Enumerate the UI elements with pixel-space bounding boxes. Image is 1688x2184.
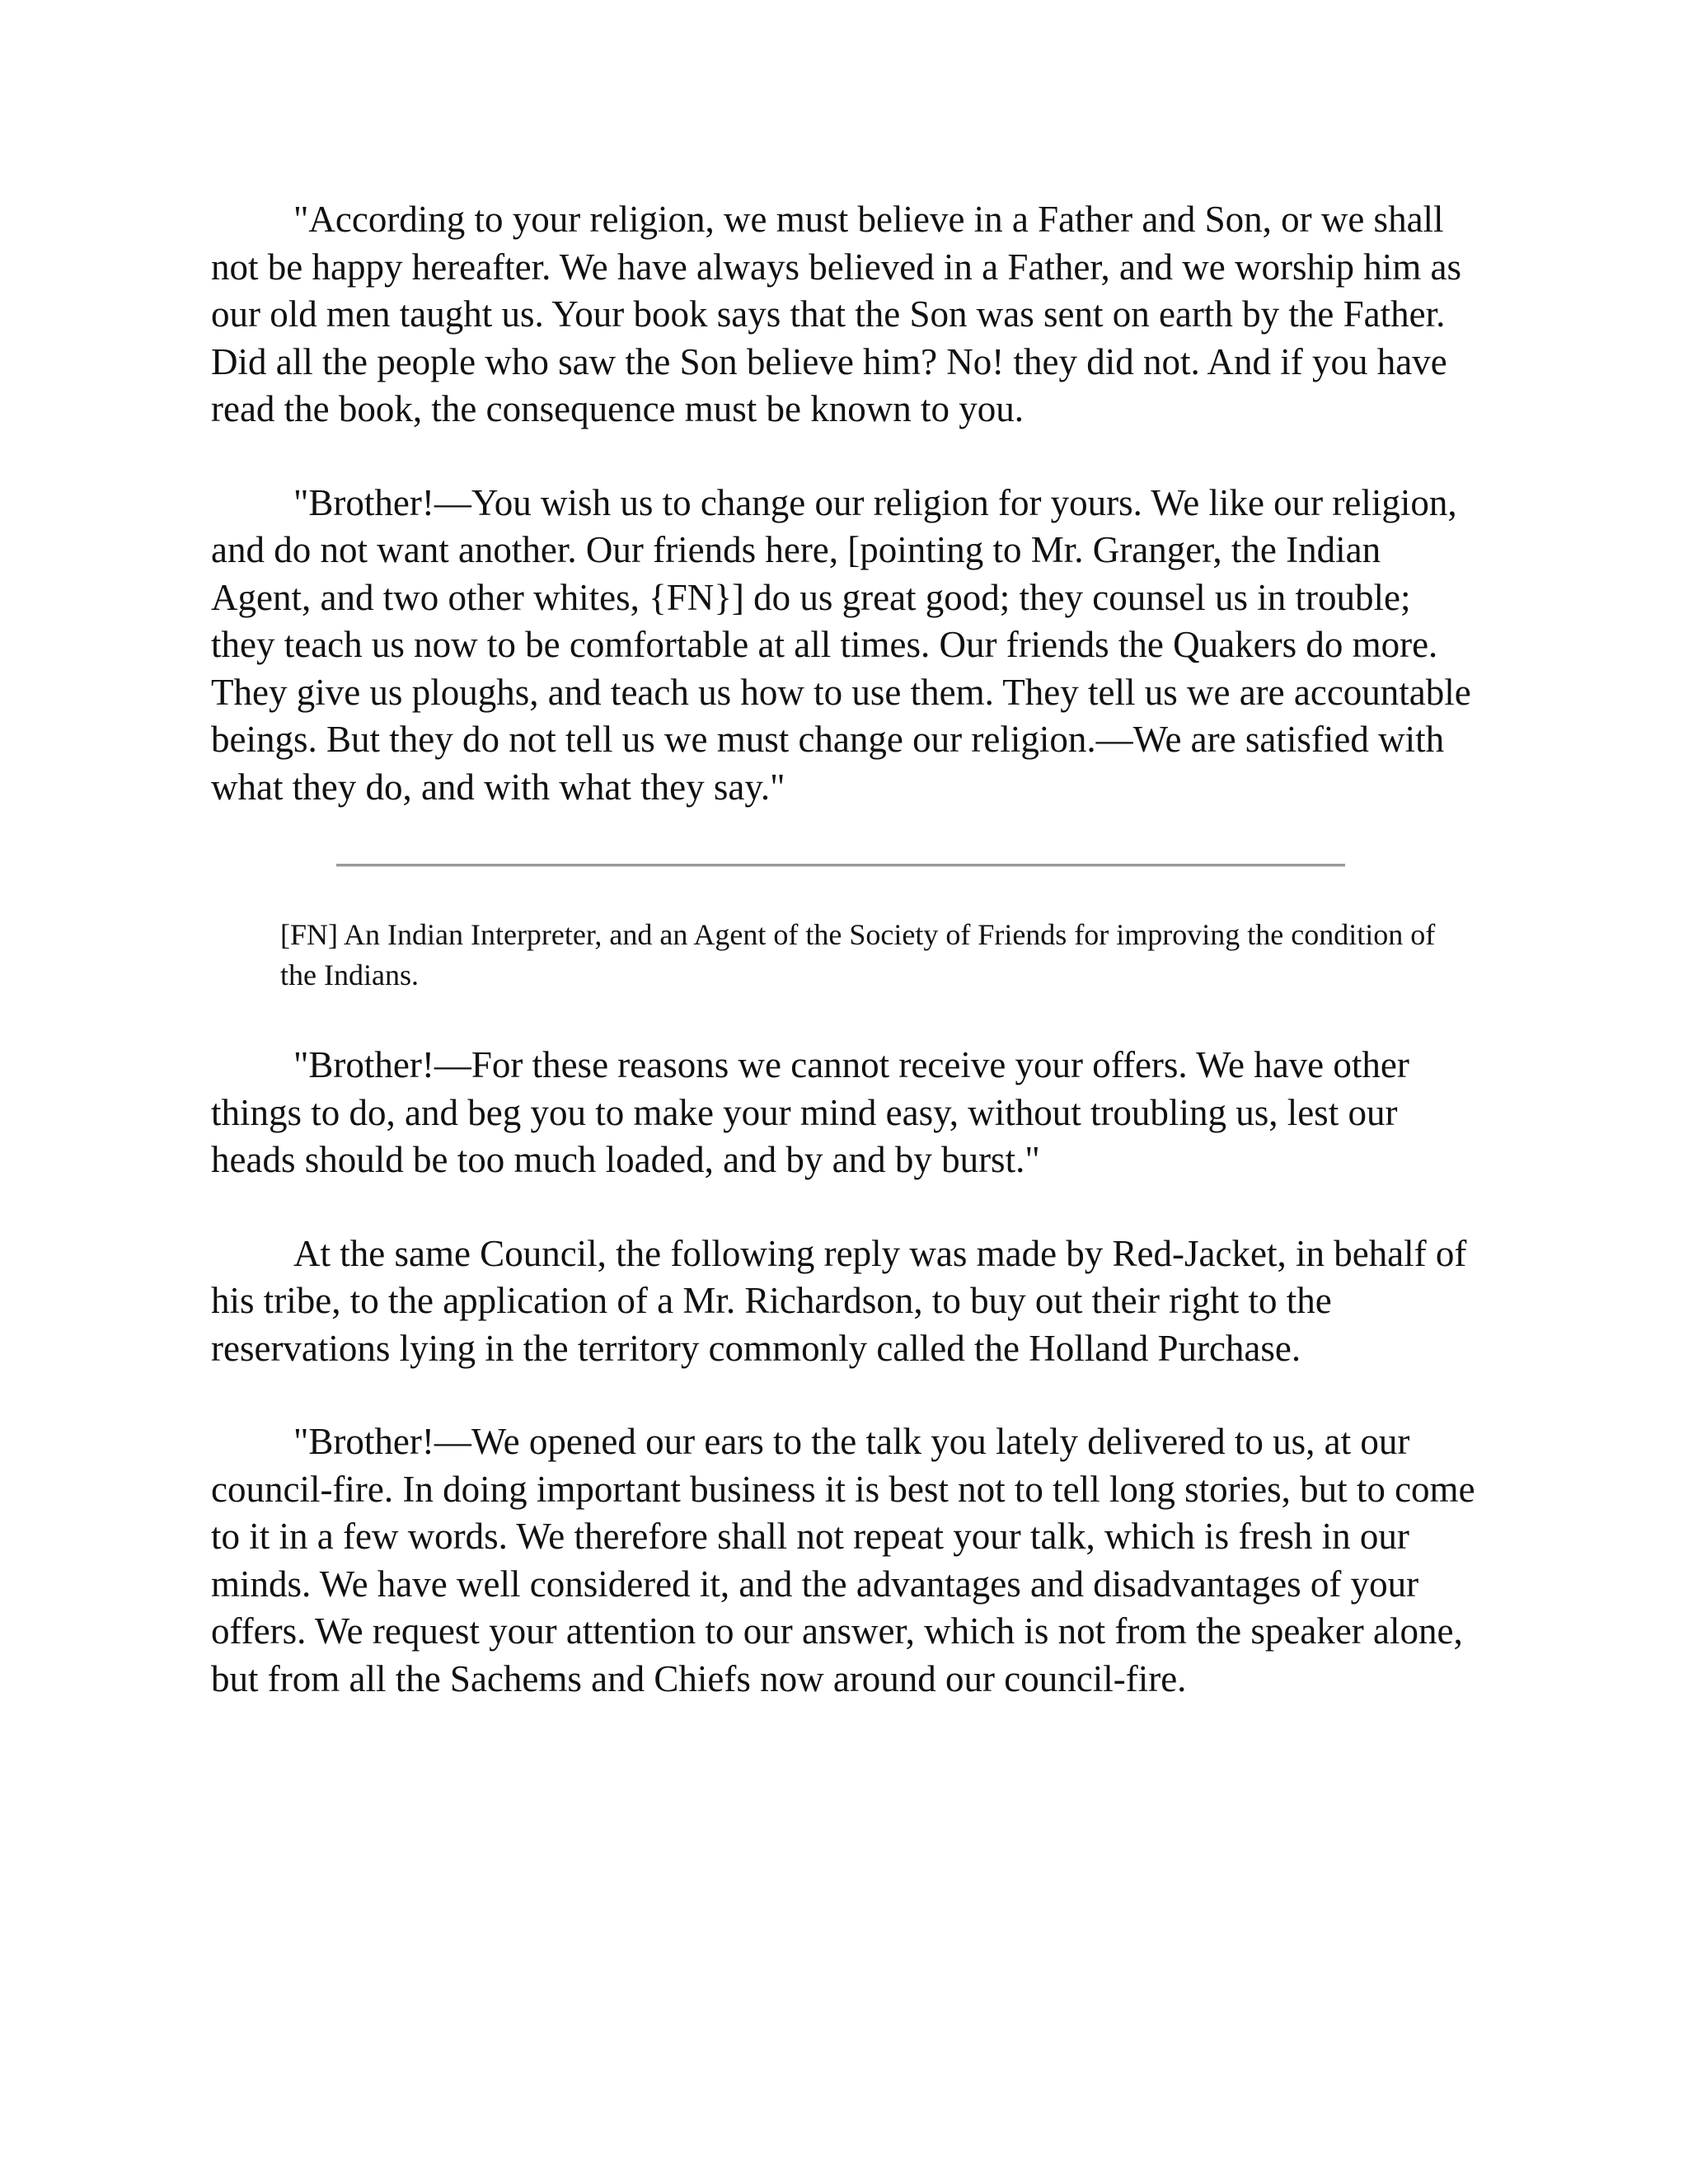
- paragraph-same-council: At the same Council, the following reply was made by Red-Jacket, in behalf of his tribe, to the application of a Mr. Richardson, to buy out their right to the reservations lying in the territory commonly called the Holland Purchase.: [211, 1232, 1467, 1369]
- footnote-separator: [336, 864, 1345, 867]
- footnote-text: [FN] An Indian Interpreter, and an Agent of the Society of Friends for improving the condition of the Indians.: [280, 918, 1436, 991]
- text-column: [211, 196, 1480, 1749]
- paragraph-opened-our-ears: "Brother!—We opened our ears to the talk you lately delivered to us, at our council-fire. In doing important business it is best not to tell long stories, but to come to it in a few words. We therefore shall not repeat your talk, which is fresh in our minds. We have well considered it, and the advantages and disadvantages of your offers. We request your attention to our answer, which is not from the speaker alone, but from all the Sachems and Chiefs now around our council-fire.: [211, 1421, 1475, 1699]
- paragraph-cannot-receive-offers: "Brother!—For these reasons we cannot receive your offers. We have other things to do, and beg you to make your mind easy, without troubling us, lest our heads should be too much loaded, and by and by burst.": [211, 1044, 1409, 1180]
- paragraph-change-religion: "Brother!—You wish us to change our religion for yours. We like our religion, and do not want another. Our friends here, [pointing to Mr. Granger, the Indian Agent, and two other whites, {FN}] do us great good; they counsel us in trouble; they teach us now to be comfortable at all times. Our friends the Quakers do more. They give us ploughs, and teach us how to use them. They tell us we are accountable beings. But they do not tell us we must change our religion.—We are satisfied with what they do, and with what they say.": [211, 481, 1471, 808]
- footnote-separator-wrap: [211, 857, 1480, 915]
- paragraph-religion-father-son: "According to your religion, we must believe in a Father and Son, or we shall not be happy hereafter. We have always believed in a Father, and we worship him as our old men taught us. Your book says that the Son was sent on earth by the Father. Did all the people who saw the Son believe him? No! they did not. And if you have read the book, the consequence must be known to you.: [211, 199, 1461, 429]
